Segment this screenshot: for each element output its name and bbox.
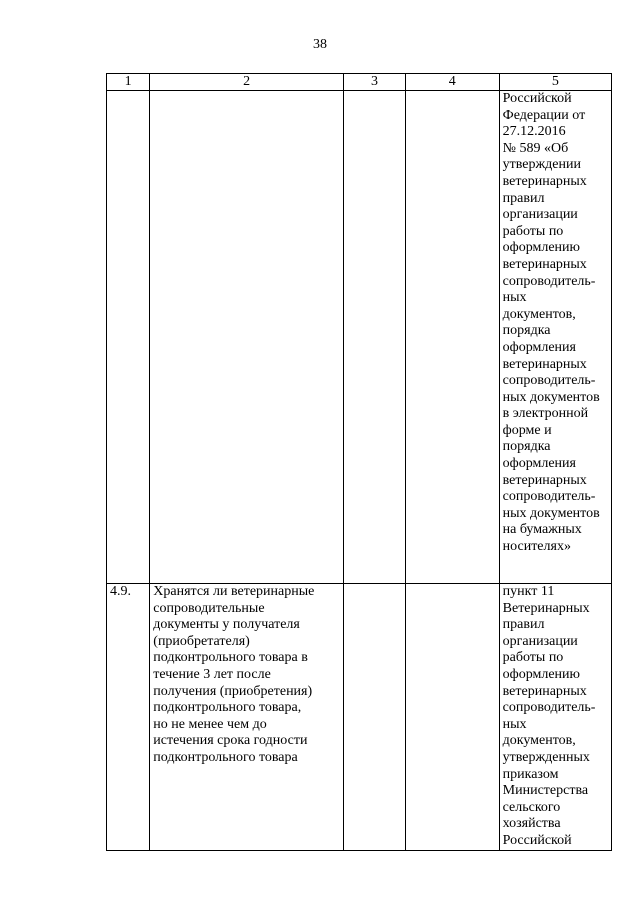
cell-number bbox=[107, 91, 150, 584]
cell-question bbox=[150, 91, 344, 584]
column-header-5: 5 bbox=[499, 74, 611, 91]
cell-col4 bbox=[405, 584, 499, 851]
cell-col3 bbox=[344, 91, 406, 584]
cell-legal-reference: Российской Федерации от 27.12.2016 № 589 «Об утверждении ветеринарных правил организации работы по оформлению ветеринарных сопроводитель- ных документов, порядка оформления ветеринарных сопроводитель- ных документов в электронной форме и порядка оформления ветеринарных сопроводитель- ных документов на бумажных носителях» bbox=[499, 91, 611, 584]
table-row-4-9 bbox=[107, 584, 612, 851]
cell-col3 bbox=[344, 584, 406, 851]
table-header-row bbox=[107, 74, 612, 91]
column-header-2: 2 bbox=[150, 74, 344, 91]
column-header-1: 1 bbox=[107, 74, 150, 91]
inspection-checklist-table bbox=[106, 73, 612, 851]
table-row-continuation bbox=[107, 91, 612, 584]
cell-question: Хранятся ли ветеринарные сопроводительные документы у получателя (приобретателя) подконтрольного товара в течение 3 лет после получения (приобретения) подконтрольного товара, но не менее чем до истечения срока годности подконтрольного товара bbox=[150, 584, 344, 851]
column-header-4: 4 bbox=[405, 74, 499, 91]
cell-col4 bbox=[405, 91, 499, 584]
cell-legal-reference: пункт 11 Ветеринарных правил организации работы по оформлению ветеринарных сопроводитель- ных документов, утвержденных приказом Министерства сельского хозяйства Российской bbox=[499, 584, 611, 851]
column-header-3: 3 bbox=[344, 74, 406, 91]
cell-number: 4.9. bbox=[107, 584, 150, 851]
page-number: 38 bbox=[313, 37, 327, 52]
